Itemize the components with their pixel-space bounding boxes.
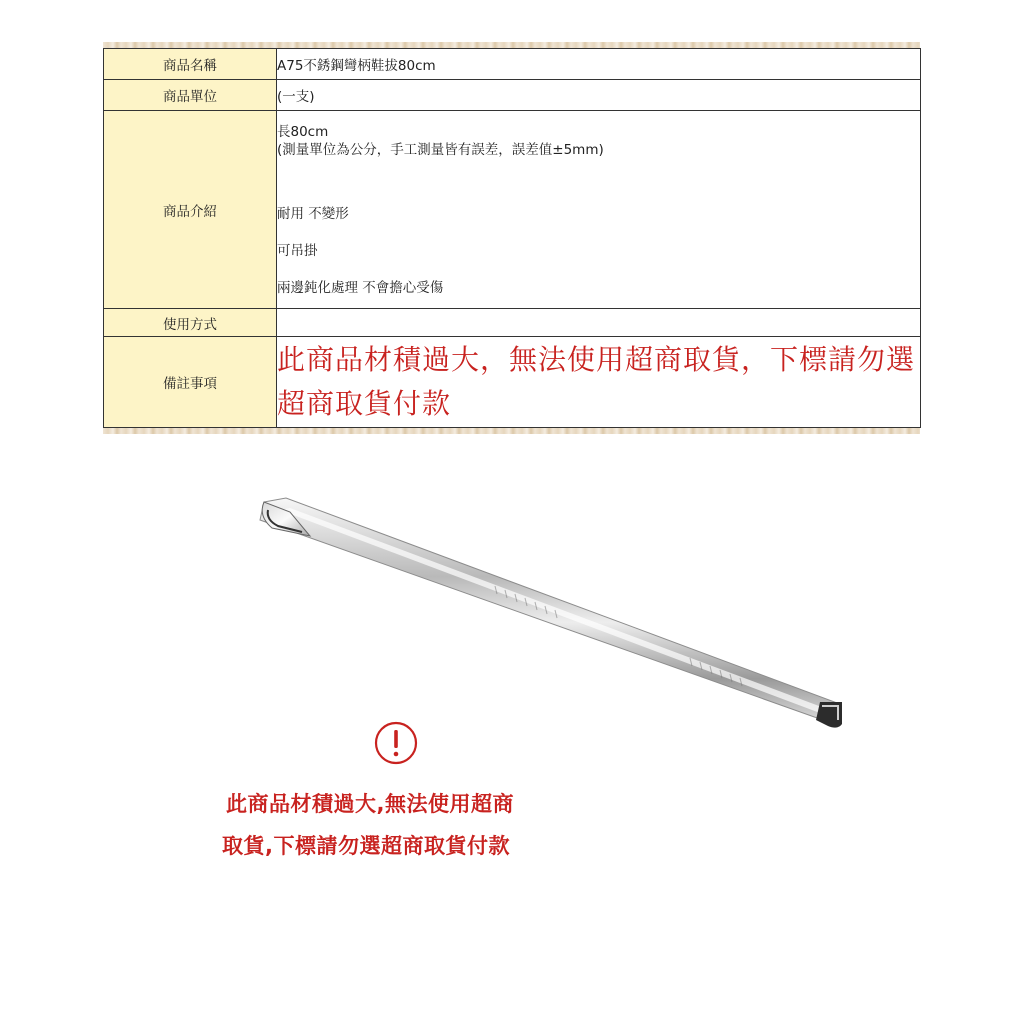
table-row-usage	[104, 309, 921, 337]
table-row-unit	[104, 80, 921, 111]
label-product-unit: 商品單位	[104, 80, 277, 111]
desc-hangable: 可吊掛	[277, 242, 318, 259]
desc-length: 長80cm	[277, 123, 329, 140]
label-product-description: 商品介紹	[104, 111, 277, 309]
table-row-notes	[104, 337, 921, 428]
value-product-name: A75不銹鋼彎柄鞋拔80cm	[277, 49, 921, 80]
shoehorn-product-image	[250, 490, 870, 750]
value-notes: 此商品材積過大，無法使用超商取貨，下標請勿選超商取貨付款	[277, 337, 921, 428]
decorative-bottom-band	[103, 428, 920, 434]
table-row-description	[104, 111, 921, 309]
notice-line-1: 此商品材積過大,無法使用超商	[226, 792, 514, 816]
label-notes: 備註事項	[104, 337, 277, 428]
desc-durable: 耐用 不變形	[277, 205, 349, 222]
label-usage: 使用方式	[104, 309, 277, 337]
product-spec-table	[103, 48, 921, 428]
notice-line-2: 取貨,下標請勿選超商取貨付款	[222, 834, 510, 858]
desc-measure-note: (測量單位為公分，手工測量皆有誤差，誤差值±5mm)	[277, 141, 604, 158]
value-product-description	[277, 111, 921, 309]
exclamation-circle-icon	[374, 721, 418, 765]
value-usage	[277, 309, 921, 337]
label-product-name: 商品名稱	[104, 49, 277, 80]
desc-safe-edges: 兩邊鈍化處理 不會擔心受傷	[277, 279, 444, 296]
value-product-unit: (一支)	[277, 80, 921, 111]
table-row-name	[104, 49, 921, 80]
